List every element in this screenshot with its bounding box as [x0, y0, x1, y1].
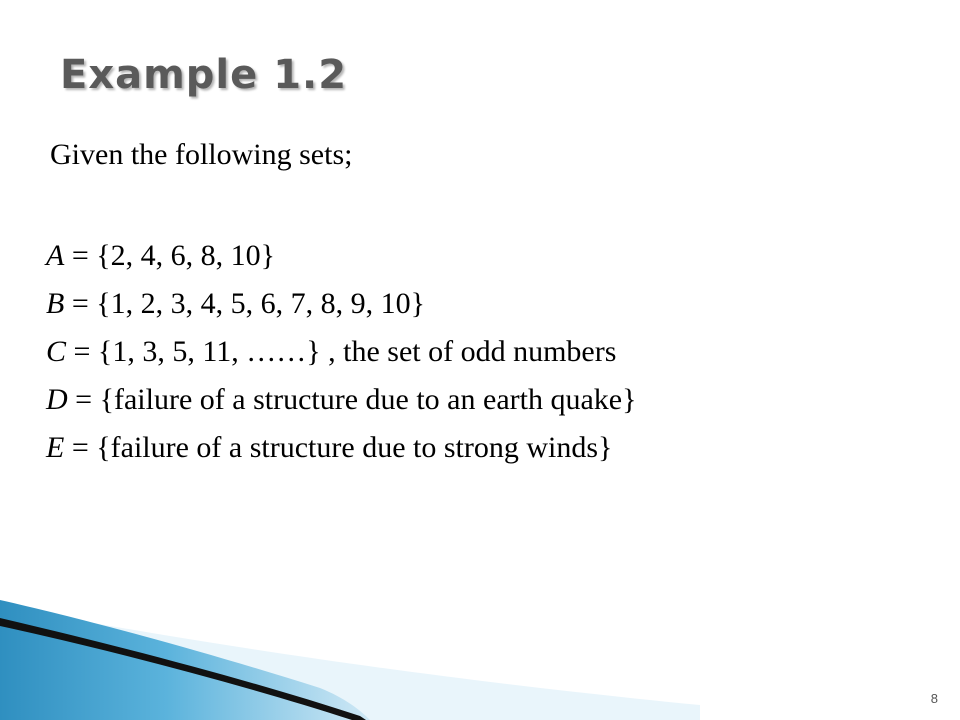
set-definitions	[46, 232, 637, 472]
set-name: C	[46, 335, 67, 368]
set-definition-c	[46, 328, 637, 376]
set-definition-b	[46, 280, 637, 328]
set-name: B	[46, 287, 65, 320]
set-value: = {2, 4, 6, 8, 10}	[64, 239, 276, 272]
set-value: = {1, 2, 3, 4, 5, 6, 7, 8, 9, 10}	[64, 287, 426, 320]
set-name: E	[46, 431, 65, 464]
set-definition-a	[46, 232, 637, 280]
page-number: 8	[930, 691, 938, 706]
set-value: = {failure of a structure due to strong winds}	[64, 431, 613, 464]
decorative-swoosh	[0, 560, 960, 720]
set-name: A	[46, 239, 65, 272]
set-definition-e	[46, 424, 637, 472]
set-value: = {failure of a structure due to an earth quake}	[67, 383, 637, 416]
set-definition-d	[46, 376, 637, 424]
set-value: = {1, 3, 5, 11, ……} , the set of odd numbers	[66, 335, 617, 368]
intro-text: Given the following sets;	[50, 138, 353, 171]
set-name: D	[46, 383, 68, 416]
slide-title: Example 1.2	[60, 52, 348, 98]
